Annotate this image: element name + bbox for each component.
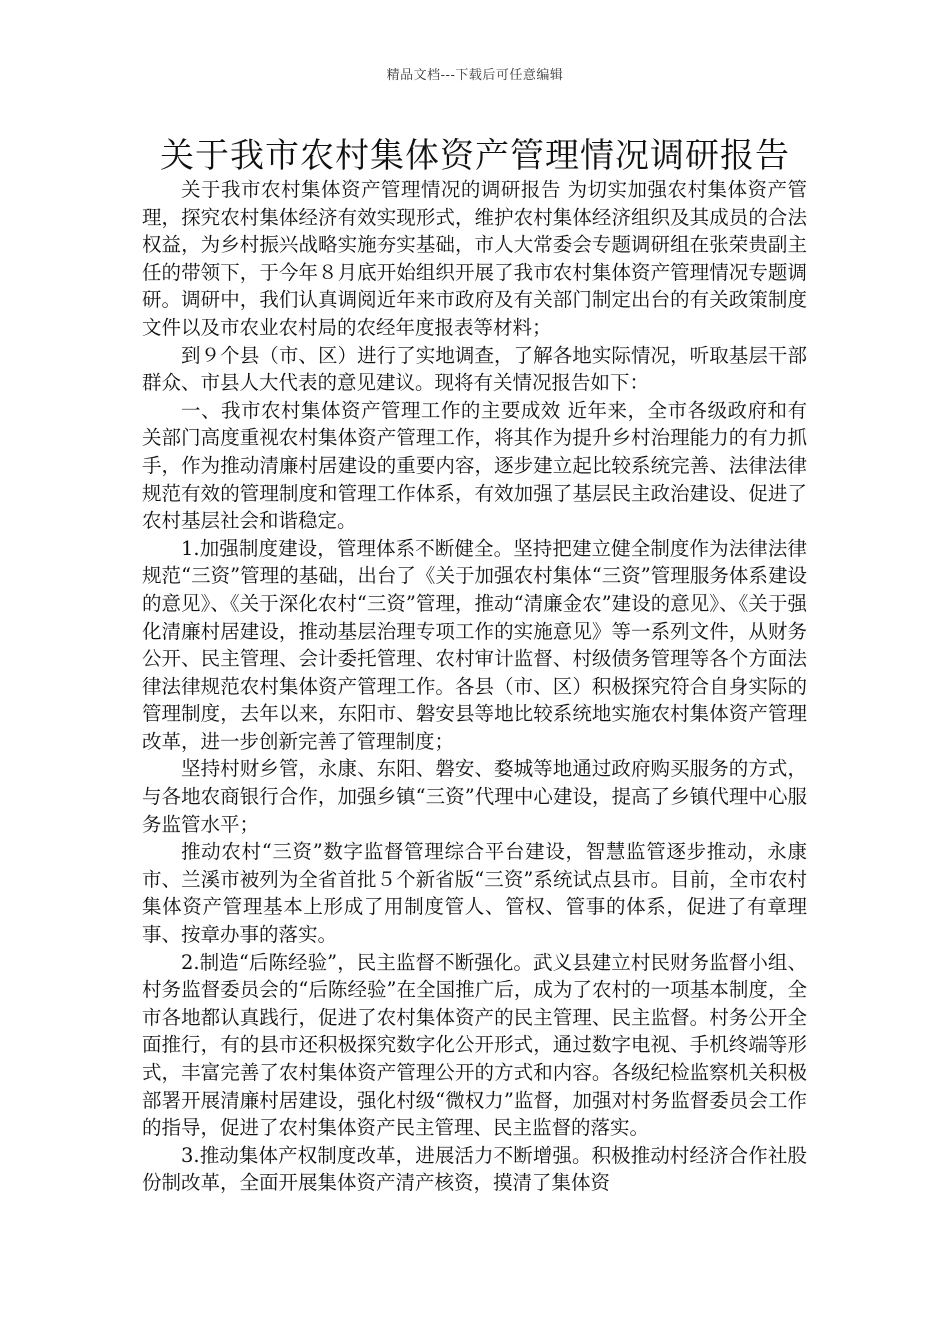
header-note: 精品文档---下载后可任意编辑 bbox=[386, 68, 564, 83]
paragraph: 到９个县（市、区）进行了实地调查，了解各地实际情况，听取基层干部群众、市县人大代表的意见建议。现将有关情况报告如下： bbox=[142, 343, 807, 395]
document-title: 关于我市农村集体资产管理情况调研报告 bbox=[160, 136, 790, 176]
paragraph: 坚持村财乡管，永康、东阳、磐安、婺城等地通过政府购买服务的方式，与各地农商银行合作，加强乡镇“三资”代理中心建设，提高了乡镇代理中心服务监管水平； bbox=[142, 757, 807, 836]
document-body bbox=[142, 176, 807, 1197]
paragraph: 3.推动集体产权制度改革，进展活力不断增强。积极推动村经济合作社股份制改革，全面开展集体资产清产核资，摸清了集体资 bbox=[142, 1143, 807, 1195]
paragraph: 一、我市农村集体资产管理工作的主要成效 近年来，全市各级政府和有关部门高度重视农村集体资产管理工作，将其作为提升乡村治理能力的有力抓手，作为推动清廉村居建设的重要内容，逐步建立起比较系统完善、法律法律规范有效的管理制度和管理工作体系，有效加强了基层民主政治建设、促进了农村基层社会和谐稳定。 bbox=[142, 398, 807, 533]
paragraph: 1.加强制度建设，管理体系不断健全。坚持把建立健全制度作为法律法律规范“三资”管理的基础，出台了《关于加强农村集体“三资”管理服务体系建设的意见》、《关于深化农村“三资”管理，推动“清廉金农”建设的意见》、《关于强化清廉村居建设，推动基层治理专项工作的实施意见》等一系列文件，从财务公开、民主管理、会计委托管理、农村审计监督、村级债务管理等各个方面法律法律规范农村集体资产管理工作。各县（市、区）积极探究符合自身实际的管理制度，去年以来，东阳市、磐安县等地比较系统地实施农村集体资产管理改革，进一步创新完善了管理制度； bbox=[142, 536, 807, 753]
paragraph: 推动农村“三资”数字监督管理综合平台建设，智慧监管逐步推动，永康市、兰溪市被列为全省首批５个新省版“三资”系统试点县市。目前，全市农村集体资产管理基本上形成了用制度管人、管权、管事的体系，促进了有章理事、按章办事的落实。 bbox=[142, 840, 807, 947]
paragraph: 关于我市农村集体资产管理情况的调研报告 为切实加强农村集体资产管理，探究农村集体经济有效实现形式，维护农村集体经济组织及其成员的合法权益，为乡村振兴战略实施夯实基础，市人大常委会专题调研组在张荣贵副主任的带领下，于今年８月底开始组织开展了我市农村集体资产管理情况专题调研。调研中，我们认真调阅近年来市政府及有关部门制定出台的有关政策制度文件以及市农业农村局的农经年度报表等材料； bbox=[142, 178, 807, 339]
paragraph: 2.制造“后陈经验”，民主监督不断强化。武义县建立村民财务监督小组、村务监督委员会的“后陈经验”在全国推广后，成为了农村的一项基本制度，全市各地都认真践行，促进了农村集体资产的民主管理、民主监督。村务公开全面推行，有的县市还积极探究数字化公开形式，通过数字电视、手机终端等形式，丰富完善了农村集体资产管理公开的方式和内容。各级纪检监察机关积极部署开展清廉村居建设，强化村级“微权力”监督，加强对村务监督委员会工作的指导，促进了农村集体资产民主管理、民主监督的落实。 bbox=[142, 950, 807, 1140]
